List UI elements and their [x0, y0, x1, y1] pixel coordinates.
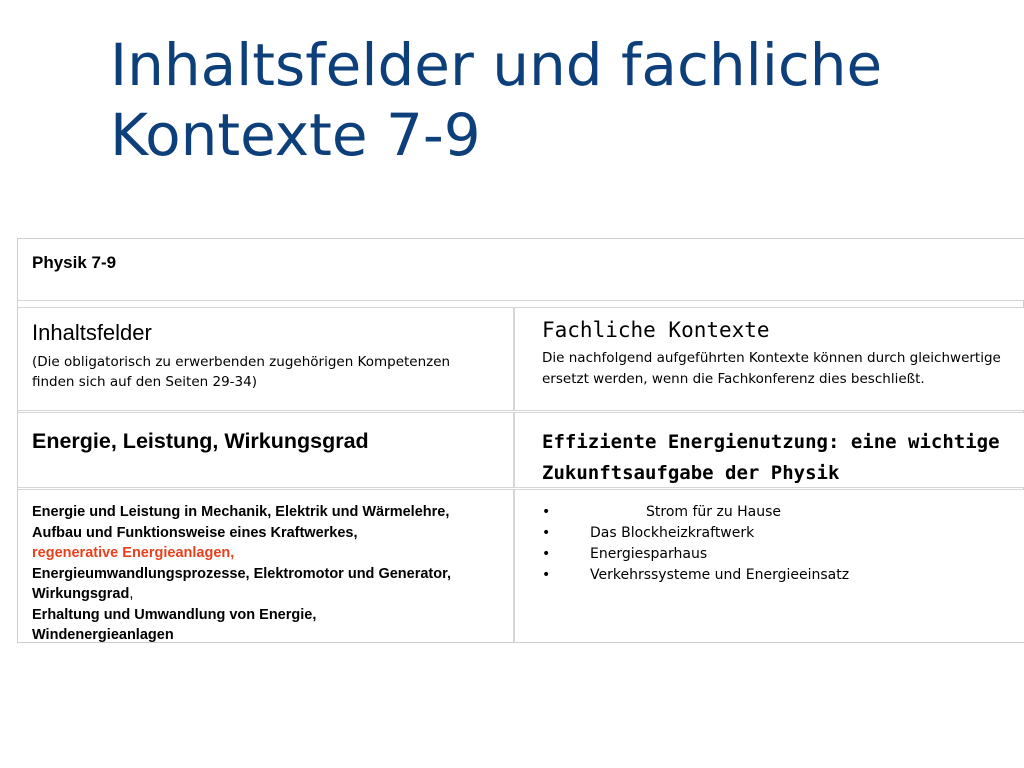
list-item — [542, 565, 849, 586]
content-part-2: Aufbau und Funktionsweise eines Kraftwerkes, — [32, 524, 358, 541]
bullet-icon: • — [542, 567, 551, 583]
list-item — [542, 523, 849, 544]
fachliche-kontexte-heading: Fachliche Kontexte — [542, 318, 770, 342]
context-list-cell — [514, 489, 1024, 642]
inhaltsfelder-note: (Die obligatorisch zu erwerbenden zugehörigen Kompetenzen finden sich auf den Seiten 29-34) — [32, 354, 451, 390]
content-part-1: Energie und Leistung in Mechanik, Elektrik und Wärmelehre, — [32, 504, 450, 520]
bullet-icon: • — [542, 525, 551, 541]
content-part-4: Energieumwandlungsprozesse, Elektromotor und Generator, Wirkungsgrad — [32, 565, 451, 602]
fachliche-kontexte-note: Die nachfolgend aufgeführten Kontexte können durch gleichwertige ersetzt werden, wenn die Fachkonferenz dies beschließt. — [542, 350, 1001, 387]
topic-heading: Energie, Leistung, Wirkungsgrad — [32, 429, 369, 453]
list-item-label: Strom für zu Hause — [646, 504, 782, 520]
content-text — [32, 502, 472, 646]
context-list — [542, 502, 849, 586]
fachliche-kontexte-cell — [514, 307, 1024, 411]
list-item — [542, 544, 849, 565]
content-highlight: regenerative Energieanlagen, — [32, 545, 235, 561]
bullet-icon: • — [542, 546, 551, 562]
table-header-row — [18, 239, 1024, 301]
topic-cell — [18, 412, 514, 488]
content-part-5: Erhaltung und Umwandlung von Energie, — [32, 606, 317, 623]
context-title: Effiziente Energienutzung: eine wichtige Zukunftsaufgabe der Physik — [542, 431, 1000, 484]
inhaltsfelder-cell — [18, 307, 514, 411]
table-header-label: Physik 7-9 — [32, 253, 117, 272]
content-part-6: Windenergieanlagen — [32, 627, 174, 643]
slide-title-line-2: Kontexte 7-9 — [110, 101, 481, 169]
content-part-4-comma: , — [129, 586, 134, 602]
inhaltsfelder-heading: Inhaltsfelder — [32, 320, 152, 345]
list-item — [542, 502, 849, 523]
bullet-icon: • — [542, 504, 551, 520]
list-item-label: Verkehrssysteme und Energieeinsatz — [590, 567, 850, 583]
slide-title-line-1: Inhaltsfelder und fachliche — [110, 31, 883, 99]
list-item-label: Energiesparhaus — [590, 546, 708, 562]
list-item-label: Das Blockheizkraftwerk — [590, 525, 755, 541]
slide-title — [110, 30, 990, 170]
context-title-cell — [514, 412, 1024, 488]
